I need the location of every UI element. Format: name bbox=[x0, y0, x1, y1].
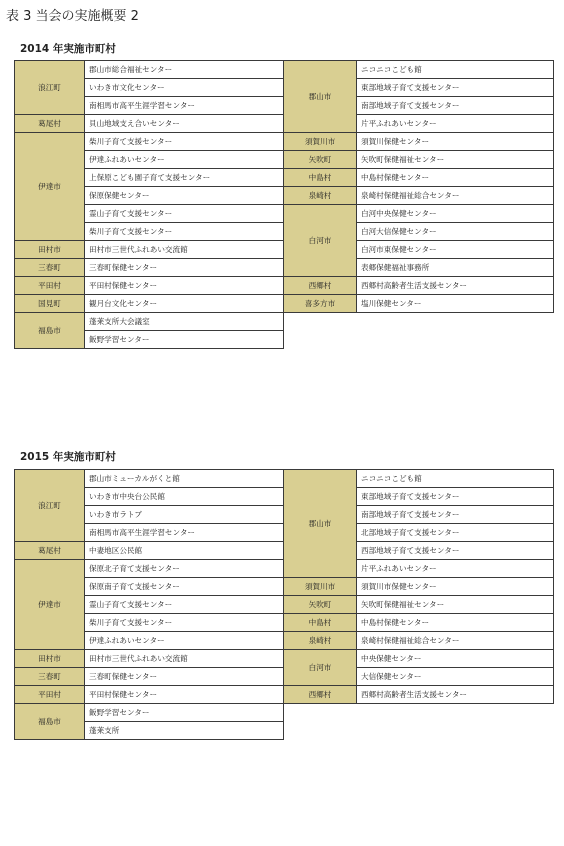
municipality-cell: 平田村 bbox=[15, 686, 85, 704]
facility-cell: 保原南子育て支援センター bbox=[85, 578, 284, 596]
table-row bbox=[15, 331, 554, 349]
facility-cell: 中央保健センター bbox=[357, 650, 554, 668]
municipality-cell: 福島市 bbox=[15, 704, 85, 740]
facility-cell: 北部地域子育て支援センター bbox=[357, 524, 554, 542]
empty-cell bbox=[284, 313, 357, 331]
facility-cell: 伊達ふれあいセンター bbox=[85, 151, 284, 169]
municipality-cell: 西郷村 bbox=[284, 277, 357, 295]
municipality-cell: 矢吹町 bbox=[284, 596, 357, 614]
facility-cell: 白河大信保健センター bbox=[357, 223, 554, 241]
empty-cell bbox=[284, 704, 357, 722]
facility-cell: 片平ふれあいセンター bbox=[357, 115, 554, 133]
facility-cell: 田村市三世代ふれあい交流館 bbox=[85, 650, 284, 668]
facility-cell: 保原保健センター bbox=[85, 187, 284, 205]
empty-cell bbox=[284, 722, 357, 740]
table-row bbox=[15, 133, 554, 151]
municipality-cell: 田村市 bbox=[15, 650, 85, 668]
facility-cell: 須賀川保健センター bbox=[357, 133, 554, 151]
facility-cell: 南部地域子育て支援センター bbox=[357, 506, 554, 524]
municipality-cell: 中島村 bbox=[284, 614, 357, 632]
facility-cell: 郡山市ミューカルがくと館 bbox=[85, 470, 284, 488]
facility-cell: 西郷村高齢者生活支援センター bbox=[357, 686, 554, 704]
facility-cell: 西部地域子育て支援センター bbox=[357, 542, 554, 560]
table-row bbox=[15, 187, 554, 205]
empty-cell bbox=[357, 331, 554, 349]
facility-cell: 表郷保健福祉事務所 bbox=[357, 259, 554, 277]
empty-cell bbox=[357, 722, 554, 740]
table-row bbox=[15, 277, 554, 295]
facility-cell: 中島村保健センター bbox=[357, 169, 554, 187]
facility-table-2014 bbox=[14, 60, 554, 349]
table-row bbox=[15, 169, 554, 187]
table-row bbox=[15, 313, 554, 331]
municipality-cell: 葛尾村 bbox=[15, 542, 85, 560]
facility-cell: 南相馬市高平生涯学習センター bbox=[85, 524, 284, 542]
municipality-cell: 浪江町 bbox=[15, 61, 85, 115]
municipality-cell: 郡山市 bbox=[284, 61, 357, 133]
facility-cell: 保原北子育て支援センター bbox=[85, 560, 284, 578]
facility-cell: 三春町保健センター bbox=[85, 259, 284, 277]
facility-cell: 飯野学習センター bbox=[85, 704, 284, 722]
facility-cell: 郡山市総合福祉センター bbox=[85, 61, 284, 79]
table-row bbox=[15, 632, 554, 650]
municipality-cell: 矢吹町 bbox=[284, 151, 357, 169]
facility-cell: 南相馬市高平生涯学習センター bbox=[85, 97, 284, 115]
municipality-cell: 三春町 bbox=[15, 259, 85, 277]
facility-cell: 大信保健センター bbox=[357, 668, 554, 686]
facility-cell: いわき市中央台公民館 bbox=[85, 488, 284, 506]
table-row bbox=[15, 650, 554, 668]
municipality-cell: 郡山市 bbox=[284, 470, 357, 578]
municipality-cell: 泉崎村 bbox=[284, 187, 357, 205]
facility-cell: 蓬莱支所大会議室 bbox=[85, 313, 284, 331]
facility-cell: 柴川子育て支援センター bbox=[85, 614, 284, 632]
municipality-cell: 福島市 bbox=[15, 313, 85, 349]
facility-cell: 矢吹町保健福祉センター bbox=[357, 151, 554, 169]
facility-cell: 三春町保健センター bbox=[85, 668, 284, 686]
table-caption: 表 3 当会の実施概要 2 bbox=[6, 9, 139, 24]
facility-cell: 平田村保健センター bbox=[85, 686, 284, 704]
municipality-cell: 中島村 bbox=[284, 169, 357, 187]
facility-cell: 白河中央保健センター bbox=[357, 205, 554, 223]
facility-cell: 柴川子育て支援センター bbox=[85, 133, 284, 151]
facility-cell: 西郷村高齢者生活支援センター bbox=[357, 277, 554, 295]
municipality-cell: 泉崎村 bbox=[284, 632, 357, 650]
facility-cell: 霊山子育て支援センター bbox=[85, 596, 284, 614]
facility-cell: 泉崎村保健福祉総合センター bbox=[357, 187, 554, 205]
municipality-cell: 田村市 bbox=[15, 241, 85, 259]
facility-cell: 東部地域子育て支援センター bbox=[357, 488, 554, 506]
table-row bbox=[15, 578, 554, 596]
facility-table-2015 bbox=[14, 469, 554, 740]
facility-cell: 須賀川市保健センター bbox=[357, 578, 554, 596]
municipality-cell: 浪江町 bbox=[15, 470, 85, 542]
table-row bbox=[15, 722, 554, 740]
table-row bbox=[15, 61, 554, 79]
municipality-cell: 国見町 bbox=[15, 295, 85, 313]
facility-cell: 白河市東保健センター bbox=[357, 241, 554, 259]
section-heading-2015: 2015 年実施市町村 bbox=[20, 451, 116, 463]
facility-cell: 観月台文化センター bbox=[85, 295, 284, 313]
facility-cell: 中島村保健センター bbox=[357, 614, 554, 632]
facility-cell: 平田村保健センター bbox=[85, 277, 284, 295]
municipality-cell: 伊達市 bbox=[15, 560, 85, 650]
municipality-cell: 白河市 bbox=[284, 650, 357, 686]
facility-cell: いわき市ラトブ bbox=[85, 506, 284, 524]
municipality-cell: 平田村 bbox=[15, 277, 85, 295]
facility-cell: 東部地域子育て支援センター bbox=[357, 79, 554, 97]
municipality-cell: 西郷村 bbox=[284, 686, 357, 704]
facility-cell: 柴川子育て支援センター bbox=[85, 223, 284, 241]
table-row bbox=[15, 205, 554, 223]
facility-cell: 泉崎村保健福祉総合センター bbox=[357, 632, 554, 650]
facility-cell: 片平ふれあいセンター bbox=[357, 560, 554, 578]
municipality-cell: 伊達市 bbox=[15, 133, 85, 241]
facility-cell: ニコニコこども館 bbox=[357, 61, 554, 79]
facility-cell: 貝山地域支え合いセンター bbox=[85, 115, 284, 133]
facility-cell: 中妻地区公民館 bbox=[85, 542, 284, 560]
facility-cell: 霊山子育て支援センター bbox=[85, 205, 284, 223]
facility-cell: 南部地域子育て支援センター bbox=[357, 97, 554, 115]
facility-cell: 田村市三世代ふれあい交流館 bbox=[85, 241, 284, 259]
table-row bbox=[15, 596, 554, 614]
empty-cell bbox=[284, 331, 357, 349]
municipality-cell: 喜多方市 bbox=[284, 295, 357, 313]
facility-cell: いわき市文化センター bbox=[85, 79, 284, 97]
municipality-cell: 須賀川市 bbox=[284, 133, 357, 151]
empty-cell bbox=[357, 313, 554, 331]
table-row bbox=[15, 614, 554, 632]
facility-cell: 塩川保健センター bbox=[357, 295, 554, 313]
table-row bbox=[15, 470, 554, 488]
empty-cell bbox=[357, 704, 554, 722]
facility-cell: 蓬莱支所 bbox=[85, 722, 284, 740]
facility-cell: 矢吹町保健福祉センター bbox=[357, 596, 554, 614]
table-row bbox=[15, 704, 554, 722]
facility-cell: 伊達ふれあいセンター bbox=[85, 632, 284, 650]
facility-cell: ニコニコこども館 bbox=[357, 470, 554, 488]
facility-cell: 飯野学習センター bbox=[85, 331, 284, 349]
table-row bbox=[15, 295, 554, 313]
municipality-cell: 葛尾村 bbox=[15, 115, 85, 133]
table-row bbox=[15, 151, 554, 169]
facility-cell: 上保原こども園子育て支援センター bbox=[85, 169, 284, 187]
municipality-cell: 三春町 bbox=[15, 668, 85, 686]
table-row bbox=[15, 686, 554, 704]
municipality-cell: 須賀川市 bbox=[284, 578, 357, 596]
section-heading-2014: 2014 年実施市町村 bbox=[20, 43, 116, 55]
municipality-cell: 白河市 bbox=[284, 205, 357, 277]
